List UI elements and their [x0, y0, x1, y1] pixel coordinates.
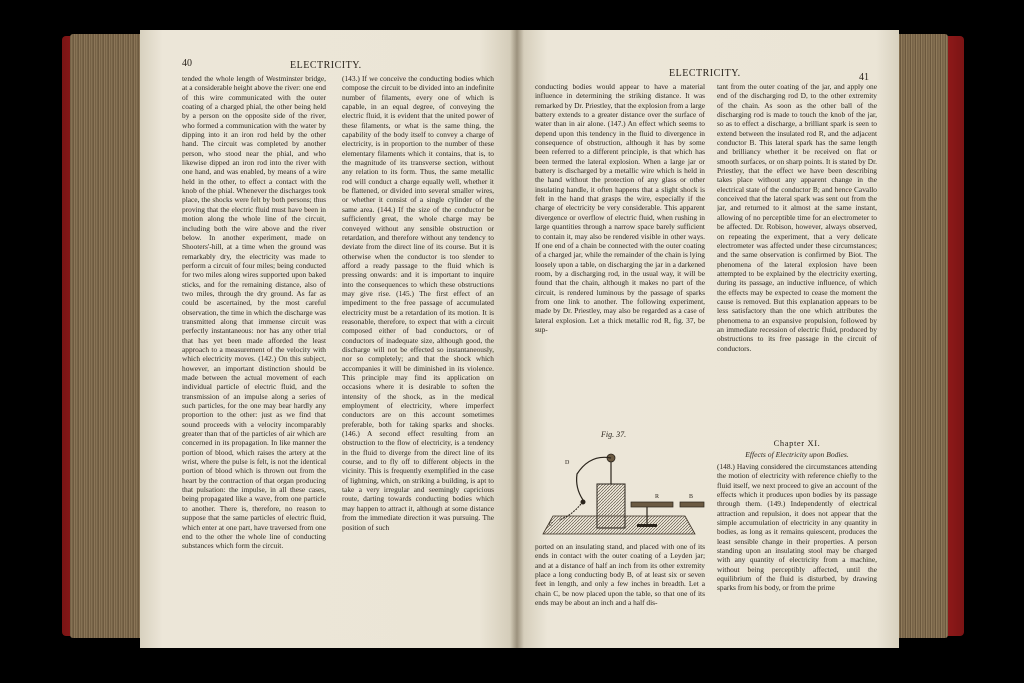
- chapter-heading: Chapter XI.: [773, 438, 821, 448]
- fig-label-d: D: [565, 460, 570, 466]
- running-head: ELECTRICITY.: [290, 60, 362, 71]
- text-column-2: (143.) If we conceive the conducting bodies which compose the circuit to be divided into an indefinite number of filaments, every one of which is capable, in an equal degree, of conveying the electric fluid, it is evident that the united power of these filaments, or what is the same thing, the capability of the body itself to convey a charge of electricity, is in proportion to the number of these elementary filaments which it contains, that is, to the magnitude of its transverse section, without any relation to its form. Thus, the same metallic rod will conduct a charge equally well, whether it be flattened, or divided into several smaller wires, or whether it consist of a single cylinder of the same area. (144.) If the size of the conductor be sufficiently great, the whole charge may be conveyed without any sensible obstruction or retardation, and therefore without any tendency to deviate from the direct line of its course. But it is otherwise when the conductor is too slender to afford a ready passage to the fluid which is pressing onwards: and it is important to inquire into the consequences to which these obstructions may give rise. (145.) The first effect of an impediment to the free passage of accumulated electricity must be a retardation of its motion. It is reasonable, therefore, to expect that with a circuit composed either of bad conductors, or of conductors of inadequate size, although good, the discharge will not be effected so instantaneously, nor so completely; and that the shock which accompanies it will be diminished in its violence. This principle may find its application on occasions where it is desirable to soften the intensity of the shock, as in the medical employment of electricity, where imperfect conductors are on this account sometimes preferable, both for taking sparks and shocks. (146.) A second effect resulting from an obstruction to the flow of electricity, is a tendency in the fluid to diverge from the direct line of its course, and to fly off to different objects in the vicinity. This is frequently exemplified in the case of lightning, which, on striking a building, is apt to take a very irregular and seemingly capricious route, darting towards conducting bodies which may happen to attract it, although at some distance from the immediate direction it was pursuing. The position of such: [342, 74, 494, 532]
- text-column-1-top: conducting bodies would appear to have a material influence in determining the striking distance. It was remarked by Dr. Priestley, that the explosion from a large battery extends to a greater distance over the surface of water than in air alone. (147.) An effect which seems to depend upon this tendency in the fluid to divergence in consequence of obstruction, although it has by some been referred to a different principle, is that which has been termed the lateral explosion. When a large jar or battery is discharged by a metallic wire which is held in the hand without the protection of any glass or other insulating handle, it often happens that a slight shock is felt in the hand that grasps the wire, especially if the charge of electricity be very considerable. This apparent divergence or overflow of electric fluid, when rushing in large quantities through a narrow space barely sufficient to contain it, may also be rendered visible in other ways. If one end of a chain be connected with the outer coating of a charged jar, while the remainder of the chain is lying loosely upon a table, on discharging the jar in a darkened room, by a discharging rod, in the usual way, it will be found that the chain, although it makes no part of the circuit, is rendered luminous by the passage of sparks from one link to another. The following experiment, made by Dr. Priestley, may also be regarded as a case of lateral explosion. Let a thick metallic rod R, fig. 37, be sup-: [535, 82, 705, 334]
- fig-label-b: B: [689, 494, 694, 500]
- fig-label-c: C: [549, 522, 554, 528]
- left-page: [140, 30, 517, 648]
- page-number: 41: [859, 72, 869, 83]
- rod-r-shape: [631, 502, 673, 507]
- leyden-jar-illustration: [535, 444, 707, 540]
- chapter-subtitle: Effects of Electricity upon Bodies.: [745, 450, 849, 459]
- page-edges-right: [896, 34, 948, 638]
- text-column-2-top: tant from the outer coating of the jar, and apply one end of the discharging rod D, to the other extremity of the chain. As soon as the other ball of the discharging rod is made to touch the knob of the jar, so as to effect a discharge, a brilliant spark is seen to extend between the insulated rod R, and the adjacent conductor B. This lateral spark has the same length and brilliancy whether it be received on flat or smooth surfaces, or on sharp points. It is stated by Dr. Priestley, that the effect we have been describing takes place without any apparent change in the electrical state of the conductor B; and hence Cavallo conceived that the lateral spark was sent out from the jar, and returned to it almost at the same instant, allowing of no perceptible time for an electrometer to be affected. Dr. Robison, however, always observed, on repeating the experiment, that a very delicate electrometer was affected under these circumstances; and the same observation is confirmed by Biot. The phenomena of the lateral explosion have been attempted to be explained by the electricity exerting, during its passage, an inductive influence, of which the effects may be expected to cease the moment the cause is removed. But this explanation appears to be less satisfactory than the one which attributes the phenomena to an expansive propulsion, followed by an immediate recession of electric fluid, produced by obstructions to its free passage in the circuit of conductors.: [717, 82, 877, 353]
- text-column-1-bottom: ported on an insulating stand, and placed with one of its ends in contact with the outer coating of a Leyden jar; and at a distance of half an inch from its other extremity place a long conducting body B, of at least six or seven feet in length, and only a few inches in breadth. Let a chain C, be now placed upon the table, so that one of its ends may be about an inch and a half dis-: [535, 542, 705, 608]
- book-gutter: [510, 30, 524, 648]
- running-head: ELECTRICITY.: [669, 68, 741, 79]
- right-page: [517, 30, 899, 648]
- leyden-jar-shape: [597, 484, 625, 528]
- open-book: [62, 30, 964, 648]
- text-column-1: tended the whole length of Westminster bridge, at a considerable height above the river: one end of this wire communicated with the outer coating of a charged phial, the other being held by a person on the opposite side of the river, who formed a communication with the water by dipping into it an iron rod held by the other hand. The circuit was completed by another person, who stood near the phial, and who likewise dipped an iron rod into the river with one hand, and was enabled, by means of a wire held in the other, to effect a contact with the knob of the phial. Whenever the discharges took place, the shocks were felt by both persons; thus proving that the electric fluid must have been in motion along the whole line of the circuit, including both the wire above and the river below. In another experiment, made on Shooters'-hill, at a time when the ground was remarkably dry, the electricity was made to perform a circuit of four miles; being conducted for two miles along wires supported upon baked sticks, and for the remaining distance, also of two miles, through the dry ground. As far as could be ascertained, by the most careful observation, the time in which the discharge was transmitted along that immense circuit was perfectly instantaneous: nor has any other trial that has yet been made afforded the least approach to a measurement of the velocity with which electricity moves. (142.) On this subject, however, an important distinction should be made between the actual movement of each individual particle of electric fluid, and the transmission of an impulse along a series of such particles, for the one may bear hardly any proportion to the other: just as we find that sound proceeds with a velocity incomparably greater than that of the particles of air which are concerned in its propagation. In like manner the portion of blood, which raises the artery at the wrist, where the pulse is felt, is not the identical portion of blood which is thrown out from the heart by the contraction of that organ producing that pulsation: the impulse, in all these cases, being propagated like a wave, from one particle to another. There is, therefore, no reason to suppose that the same particles of electric fluid, which enter at one part, have traversed from one end to the other the whole line of conducting substances which form the circuit.: [182, 74, 326, 551]
- page-edges-left: [70, 34, 142, 638]
- conductor-b-shape: [680, 502, 704, 507]
- figure-37: [535, 444, 707, 540]
- page-number: 40: [182, 58, 192, 69]
- figure-caption: Fig. 37.: [601, 430, 627, 439]
- fig-label-r: R: [655, 494, 660, 500]
- text-column-2-bottom: (148.) Having considered the circumstances attending the motion of electricity with reference chiefly to the fluid itself, we next proceed to give an account of the effects which it produces upon bodies by its passage through them. (149.) Independently of electrical attraction and repulsion, it does not appear that the simple accumulation of electricity in any quantity in bodies, as long as it remains quiescent, produces the least sensible change in their properties. A person standing upon an insulating stool may be charged with any quantity of electricity from a machine, without being perceptibly affected, until the equilibrium of the fluid is disturbed, by drawing sparks from his body, or from the prime: [717, 462, 877, 593]
